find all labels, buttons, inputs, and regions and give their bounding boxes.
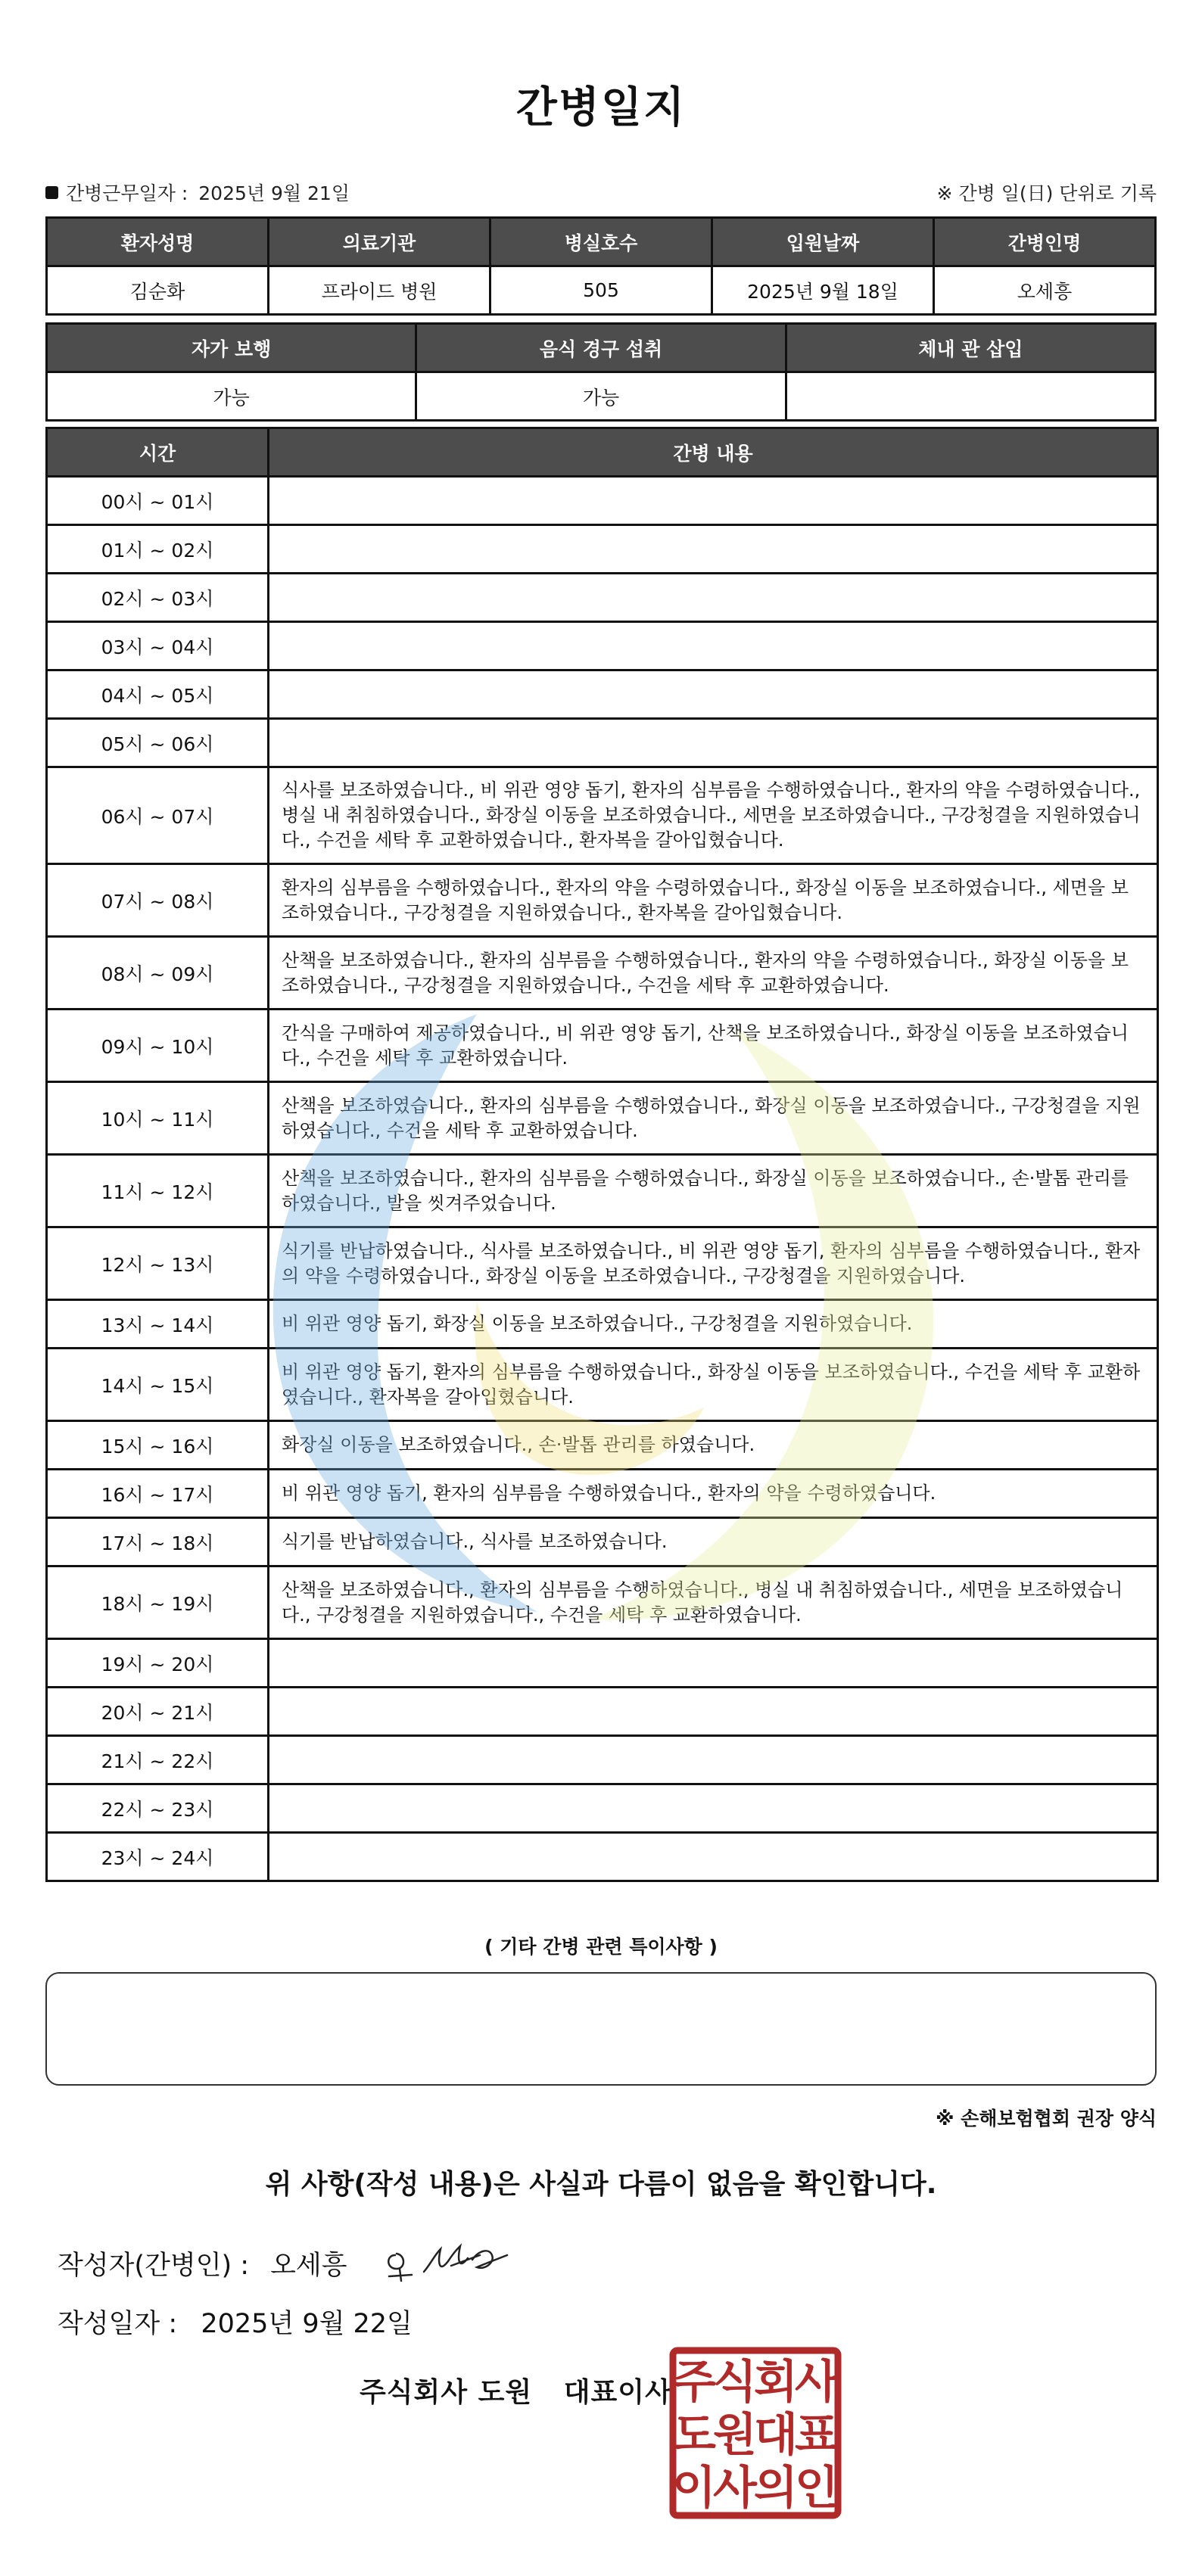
writer-label: 작성자(간병인) :	[58, 2251, 250, 2281]
log-content[interactable]	[269, 719, 1158, 767]
patient-name: 김순화	[47, 266, 269, 315]
log-content[interactable]	[269, 525, 1158, 574]
log-content[interactable]	[269, 477, 1158, 525]
log-row	[47, 1421, 1158, 1470]
seal-char: 대	[754, 2409, 798, 2462]
seal-char: 이	[672, 2462, 716, 2515]
seal-char: 주	[672, 2356, 716, 2409]
log-row	[47, 1518, 1158, 1566]
log-content[interactable]	[269, 670, 1158, 719]
log-content[interactable]: 환자의 심부름을 수행하였습니다., 환자의 약을 수령하였습니다., 화장실 이동을 보조하였습니다., 세면을 보조하였습니다., 구강청결을 지원하였습니다., 환자복을 갈아입혔습니다.	[269, 864, 1158, 937]
log-content[interactable]: 비 위관 영양 돕기, 화장실 이동을 보조하였습니다., 구강청결을 지원하였습니다.	[269, 1300, 1158, 1349]
log-row	[47, 1227, 1158, 1300]
log-row	[47, 767, 1158, 864]
source-note: ※ 손해보험협회 권장 양식	[936, 2108, 1157, 2130]
log-content[interactable]	[269, 1736, 1158, 1784]
log-content[interactable]: 산책을 보조하였습니다., 환자의 심부름을 수행하였습니다., 화장실 이동을 보조하였습니다., 손·발톱 관리를 하였습니다., 발을 씻겨주었습니다.	[269, 1155, 1158, 1227]
seal-char: 회	[754, 2356, 798, 2409]
patient-status-table	[45, 322, 1157, 422]
log-time: 22시 ~ 23시	[47, 1784, 269, 1833]
log-time: 04시 ~ 05시	[47, 670, 269, 719]
confirmation-statement: 위 사항(작성 내용)은 사실과 다름이 없음을 확인합니다.	[265, 2169, 937, 2200]
header-tube-insertion: 체내 관 삽입	[786, 324, 1155, 372]
log-row	[47, 622, 1158, 670]
log-row	[47, 670, 1158, 719]
log-row	[47, 1010, 1158, 1082]
log-time: 17시 ~ 18시	[47, 1518, 269, 1566]
log-time: 13시 ~ 14시	[47, 1300, 269, 1349]
log-content[interactable]: 화장실 이동을 보조하였습니다., 손·발톱 관리를 하였습니다.	[269, 1421, 1158, 1470]
patient-info-table	[45, 216, 1157, 316]
log-time: 23시 ~ 24시	[47, 1833, 269, 1881]
log-time: 12시 ~ 13시	[47, 1227, 269, 1300]
seal-char: 표	[795, 2409, 839, 2462]
log-time: 18시 ~ 19시	[47, 1566, 269, 1639]
self-walking-value: 가능	[47, 372, 416, 421]
log-content[interactable]	[269, 1688, 1158, 1736]
hospital-name: 프라이드 병원	[269, 266, 490, 315]
header-patient-name: 환자성명	[47, 218, 269, 266]
company-role: 대표이사	[563, 2377, 672, 2408]
log-time: 06시 ~ 07시	[47, 767, 269, 864]
log-time: 20시 ~ 21시	[47, 1688, 269, 1736]
company-seal	[668, 2346, 842, 2520]
log-content[interactable]	[269, 622, 1158, 670]
header-care-content: 간병 내용	[269, 428, 1158, 477]
seal-char: 원	[713, 2409, 757, 2462]
seal-char: 도	[672, 2409, 716, 2462]
page-title: 간병일지	[515, 83, 687, 132]
log-content[interactable]: 간식을 구매하여 제공하였습니다., 비 위관 영양 돕기, 산책을 보조하였습니다., 화장실 이동을 보조하였습니다., 수건을 세탁 후 교환하였습니다.	[269, 1010, 1158, 1082]
log-row	[47, 477, 1158, 525]
oral-intake-value: 가능	[416, 372, 786, 421]
log-row	[47, 1470, 1158, 1518]
log-content[interactable]	[269, 1833, 1158, 1881]
company-line	[360, 2371, 672, 2410]
log-row	[47, 719, 1158, 767]
seal-char: 사	[795, 2356, 839, 2409]
log-time: 21시 ~ 22시	[47, 1736, 269, 1784]
admission-date: 2025년 9월 18일	[712, 266, 934, 315]
log-row	[47, 1349, 1158, 1421]
log-content[interactable]: 산책을 보조하였습니다., 환자의 심부름을 수행하였습니다., 화장실 이동을 보조하였습니다., 구강청결을 지원하였습니다., 수건을 세탁 후 교환하였습니다.	[269, 1082, 1158, 1155]
log-time: 02시 ~ 03시	[47, 574, 269, 622]
seal-char: 식	[713, 2356, 757, 2409]
log-time: 01시 ~ 02시	[47, 525, 269, 574]
log-content[interactable]: 식기를 반납하였습니다., 식사를 보조하였습니다., 비 위관 영양 돕기, 환자의 심부름을 수행하였습니다., 환자의 약을 수령하였습니다., 화장실 이동을 보조하였습니다., 구강청결을 지원하였습니다.	[269, 1227, 1158, 1300]
seal-characters	[672, 2356, 839, 2515]
log-row	[47, 1736, 1158, 1784]
room-number: 505	[490, 266, 712, 315]
log-time: 14시 ~ 15시	[47, 1349, 269, 1421]
log-content[interactable]: 식사를 보조하였습니다., 비 위관 영양 돕기, 환자의 심부름을 수행하였습니다., 환자의 약을 수령하였습니다., 병실 내 취침하였습니다., 화장실 이동을 보조하였습니다., 세면을 보조하였습니다., 구강청결을 지원하였습니다., 수건을 세탁 후 교환하였습니다., 환자복을 갈아입혔습니다.	[269, 767, 1158, 864]
writer-name: 오세흥	[270, 2251, 347, 2281]
log-time: 19시 ~ 20시	[47, 1639, 269, 1688]
header-caregiver: 간병인명	[934, 218, 1156, 266]
log-content[interactable]: 산책을 보조하였습니다., 환자의 심부름을 수행하였습니다., 병실 내 취침하였습니다., 세면을 보조하였습니다., 구강청결을 지원하였습니다., 수건을 세탁 후 교환하였습니다.	[269, 1566, 1158, 1639]
header-hospital: 의료기관	[269, 218, 490, 266]
square-bullet-icon	[45, 186, 58, 199]
log-time: 00시 ~ 01시	[47, 477, 269, 525]
header-room: 병실호수	[490, 218, 712, 266]
header-self-walking: 자가 보행	[47, 324, 416, 372]
written-date-row	[58, 2303, 413, 2341]
log-time: 08시 ~ 09시	[47, 937, 269, 1010]
log-row	[47, 864, 1158, 937]
seal-char: 사	[713, 2462, 757, 2515]
log-time: 07시 ~ 08시	[47, 864, 269, 937]
work-date-label: 간병근무일자 :	[66, 182, 188, 204]
log-content[interactable]: 비 위관 영양 돕기, 환자의 심부름을 수행하였습니다., 환자의 약을 수령하였습니다.	[269, 1470, 1158, 1518]
log-row	[47, 1300, 1158, 1349]
written-date-value: 2025년 9월 22일	[201, 2309, 413, 2339]
log-row	[47, 1566, 1158, 1639]
log-row	[47, 1688, 1158, 1736]
care-log-body	[47, 477, 1158, 1881]
log-time: 09시 ~ 10시	[47, 1010, 269, 1082]
header-time: 시간	[47, 428, 269, 477]
remarks-box[interactable]	[45, 1972, 1157, 2086]
log-time: 16시 ~ 17시	[47, 1470, 269, 1518]
tube-insertion-value	[786, 372, 1155, 421]
header-oral-intake: 음식 경구 섭취	[416, 324, 786, 372]
work-date-value: 2025년 9월 21일	[198, 182, 350, 204]
log-row	[47, 1784, 1158, 1833]
log-content[interactable]: 산책을 보조하였습니다., 환자의 심부름을 수행하였습니다., 환자의 약을 수령하였습니다., 화장실 이동을 보조하였습니다., 구강청결을 지원하였습니다., 수건을 세탁 후 교환하였습니다.	[269, 937, 1158, 1010]
log-row	[47, 937, 1158, 1010]
handwritten-signature	[378, 2232, 515, 2293]
company-name: 주식회사 도원	[360, 2377, 533, 2408]
seal-char: 인	[795, 2462, 839, 2515]
log-content[interactable]	[269, 1784, 1158, 1833]
log-time: 15시 ~ 16시	[47, 1421, 269, 1470]
log-content[interactable]	[269, 1639, 1158, 1688]
log-row	[47, 574, 1158, 622]
written-date-label: 작성일자 :	[58, 2309, 178, 2339]
meta-row	[45, 179, 1157, 204]
log-row	[47, 1082, 1158, 1155]
seal-char: 의	[754, 2462, 798, 2515]
remarks-title: ( 기타 간병 관련 특이사항 )	[484, 1936, 718, 1958]
log-content[interactable]	[269, 574, 1158, 622]
log-time: 10시 ~ 11시	[47, 1082, 269, 1155]
log-time: 05시 ~ 06시	[47, 719, 269, 767]
log-content[interactable]: 비 위관 영양 돕기, 환자의 심부름을 수행하였습니다., 화장실 이동을 보조하였습니다., 수건을 세탁 후 교환하였습니다., 환자복을 갈아입혔습니다.	[269, 1349, 1158, 1421]
care-log-table	[45, 427, 1159, 1882]
log-row	[47, 1155, 1158, 1227]
writer-row	[58, 2245, 347, 2282]
log-row	[47, 1833, 1158, 1881]
log-row	[47, 525, 1158, 574]
log-content[interactable]: 식기를 반납하였습니다., 식사를 보조하였습니다.	[269, 1518, 1158, 1566]
log-time: 11시 ~ 12시	[47, 1155, 269, 1227]
unit-note: ※ 간병 일(日) 단위로 기록	[936, 182, 1157, 204]
work-date	[45, 179, 350, 206]
log-row	[47, 1639, 1158, 1688]
caregiver-name: 오세흥	[934, 266, 1156, 315]
log-time: 03시 ~ 04시	[47, 622, 269, 670]
header-admission-date: 입원날짜	[712, 218, 934, 266]
